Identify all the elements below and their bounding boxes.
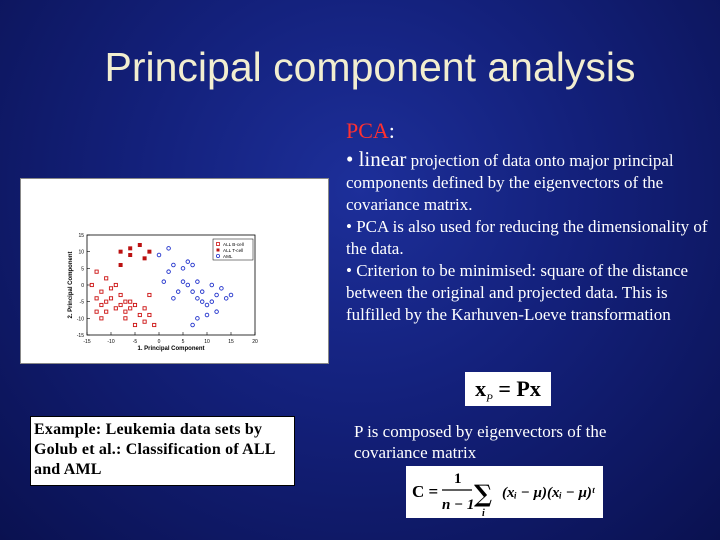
formula2-num: 1 (454, 471, 462, 487)
point-all-t-cell (143, 257, 146, 260)
point-all-b-cell (143, 320, 146, 323)
x-tick-label: 10 (204, 339, 210, 345)
point-all-b-cell (114, 283, 117, 286)
covariance-formula (406, 466, 603, 518)
legend-label: AML (223, 253, 233, 259)
y-axis-label: 2. Principal Component (68, 251, 74, 319)
slide-title: Principal component analysis (104, 44, 636, 90)
point-aml (172, 263, 176, 267)
pca-heading (346, 118, 718, 144)
point-aml (220, 287, 224, 291)
pca-colon: : (388, 118, 395, 143)
point-all-b-cell (109, 297, 112, 300)
x-axis-label: 1. Principal Component (137, 346, 205, 352)
y-tick-label: 5 (81, 266, 84, 273)
y-tick-label: -5 (79, 299, 84, 306)
point-all-b-cell (109, 287, 112, 290)
formula2-den: n − 1 (442, 497, 475, 513)
point-all-b-cell (95, 310, 98, 313)
legend-marker-t-cell (217, 249, 220, 252)
point-aml (176, 290, 180, 294)
formula2-lhs: C = (412, 482, 439, 501)
point-aml (191, 323, 195, 327)
point-all-b-cell (138, 313, 141, 316)
bullet1-prefix: • linear (346, 147, 407, 171)
point-all-b-cell (95, 270, 98, 273)
point-aml (186, 283, 190, 287)
pca-scatter-plot (20, 178, 329, 364)
point-aml (210, 283, 214, 287)
legend-label: ALL B-cell (223, 241, 244, 247)
point-all-b-cell (100, 303, 103, 306)
point-aml (196, 317, 200, 321)
point-all-t-cell (119, 250, 122, 253)
point-all-b-cell (124, 317, 127, 320)
legend-label: ALL T-cell (223, 247, 244, 253)
point-aml (181, 280, 185, 284)
point-aml (210, 300, 214, 304)
point-all-b-cell (129, 300, 132, 303)
point-all-b-cell (153, 323, 156, 326)
point-aml (167, 270, 171, 274)
point-all-b-cell (90, 283, 93, 286)
sum-index: i (482, 508, 485, 518)
point-aml (167, 247, 171, 251)
x-tick-label: -15 (83, 339, 91, 345)
pca-label: PCA (346, 118, 389, 143)
y-tick-label: 10 (78, 249, 84, 256)
point-aml (196, 280, 200, 284)
point-aml (157, 253, 161, 257)
x-tick-label: 20 (252, 339, 258, 345)
point-all-b-cell (143, 307, 146, 310)
point-all-b-cell (105, 300, 108, 303)
formula1-sub: P (486, 392, 493, 405)
point-all-b-cell (105, 277, 108, 280)
point-all-b-cell (148, 293, 151, 296)
point-all-b-cell (129, 307, 132, 310)
bullet1-rest: projection of data onto major principal components defined by the eigenvectors of the covariance matrix. (346, 151, 674, 214)
point-all-b-cell (119, 293, 122, 296)
point-aml (162, 280, 166, 284)
point-all-b-cell (105, 310, 108, 313)
point-aml (215, 310, 219, 314)
point-aml (186, 260, 190, 264)
point-aml (205, 303, 209, 307)
formula1-rhs: = Px (492, 376, 541, 401)
scatter-svg (21, 179, 328, 363)
x-tick-label: 5 (181, 339, 185, 345)
point-all-b-cell (124, 310, 127, 313)
x-tick-label: 0 (157, 339, 161, 345)
point-all-t-cell (148, 250, 151, 253)
point-aml (181, 267, 185, 271)
covariance-formula-svg (406, 466, 603, 518)
point-all-b-cell (148, 313, 151, 316)
point-aml (205, 313, 209, 317)
formula1-lhs: x (475, 376, 487, 401)
point-aml (200, 300, 204, 304)
point-aml (196, 297, 200, 301)
bullet-list (346, 118, 718, 326)
point-all-b-cell (100, 290, 103, 293)
point-aml (215, 293, 219, 297)
y-tick-label: 0 (81, 283, 84, 289)
point-all-b-cell (100, 317, 103, 320)
p-description: P is composed by eigenvectors of the covariance matrix (354, 422, 607, 462)
point-aml (200, 290, 204, 294)
projection-formula (465, 372, 551, 406)
x-tick-label: -10 (107, 339, 115, 345)
bullet-dimensionality: • PCA is also used for reducing the dimensionality of the data. (346, 217, 708, 258)
point-all-t-cell (119, 263, 122, 266)
point-aml (229, 293, 233, 297)
point-all-t-cell (129, 247, 132, 250)
x-tick-label: -5 (132, 339, 138, 345)
y-tick-label: 15 (78, 233, 84, 239)
x-tick-label: 15 (228, 339, 234, 345)
formula2-body: (xᵢ − μ)(xᵢ − μ)ᵗ (502, 485, 595, 501)
y-tick-label: -15 (76, 333, 84, 339)
point-all-b-cell (133, 323, 136, 326)
point-aml (224, 297, 228, 301)
point-all-b-cell (119, 303, 122, 306)
example-caption: Example: Leukemia data sets by Golub et al.: Classification of ALL and AML (30, 416, 295, 486)
point-all-b-cell (114, 307, 117, 310)
bullet-criterion: • Criterion to be minimised: square of the distance between the original and projected data. This is fulfilled by the Karhuven-Loeve transformation (346, 261, 689, 324)
y-tick-label: -10 (76, 316, 84, 323)
point-all-b-cell (124, 300, 127, 303)
point-all-b-cell (133, 303, 136, 306)
point-aml (191, 263, 195, 267)
sum-symbol: ∑ (474, 479, 493, 508)
point-aml (191, 290, 195, 294)
bullet-linear-projection (346, 148, 718, 216)
point-all-b-cell (95, 297, 98, 300)
point-all-t-cell (138, 243, 141, 246)
point-aml (172, 297, 176, 301)
point-all-t-cell (129, 253, 132, 256)
